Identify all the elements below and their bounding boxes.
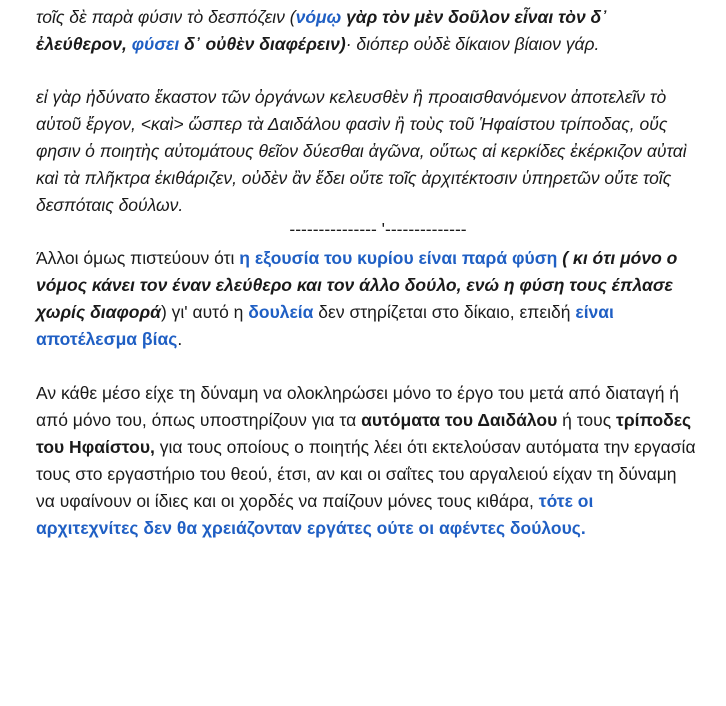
bold-phrase: τρίποδες του Ηφαίστου, [36, 410, 692, 457]
text-run: δεν στηρίζεται στο δίκαιο, επειδή [313, 302, 576, 322]
text-run: τοῖς δὲ παρὰ φύσιν τὸ δεσπόζειν ( [36, 7, 296, 27]
keyword-physei: φύσει [131, 34, 180, 54]
bold-phrase: αυτόματα του Δαιδάλου [361, 410, 558, 430]
emphasis-phrase: ( κι ότι μόνο ο νόμος κάνει τον έναν ελεύθερο και τον άλλο δούλο, ενώ η φύση τους έπλασε χωρίς διαφορά [36, 248, 678, 322]
modern-paragraph-1 [36, 245, 696, 353]
modern-paragraph-2 [36, 380, 696, 542]
text-run: Αν κάθε μέσο είχε τη δύναμη να ολοκληρώσει μόνο το έργο του μετά από διαταγή ή από μόνο του, όπως υποστηρίζουν για τα [36, 383, 680, 430]
text-run: ή τους [557, 410, 617, 430]
text-run: για τους οποίους ο ποιητής λέει ότι εκτελούσαν αυτόματα την εργασία τους στο εργαστήριο του θεού, έτσι, αν και οι σαΐτες του αργαλειού είχαν τη δύναμη να υφαίνουν οι ίδιες και οι χορδές να παίζουν μόνες τους κιθάρα, [36, 437, 696, 511]
highlight-phrase: δουλεία [248, 302, 314, 322]
highlight-phrase: τότε οι αρχιτεχνίτες δεν θα χρειάζονταν εργάτες ούτε οι αφέντες δούλους. [36, 491, 594, 538]
text-run: . [177, 329, 183, 349]
text-run: εἰ γὰρ ἠδύνατο ἕκαστον τῶν ὀργάνων κελευσθὲν ἢ προαισθανόμενον ἀποτελεῖν τὸ αὑτοῦ ἔργον, <καὶ> ὥσπερ τὰ Δαιδάλου φασὶν ἢ τοὺς τοῦ Ἡφαίστου τρίποδας, οὕς φησιν ὁ ποιητὴς αὐτομάτους θεῖον δύεσθαι ἀγῶνα, οὕτως αἱ κερκίδες ἐκέρκιζον αὐταὶ καὶ τὰ πλῆκτρα ἐκιθάριζεν, οὐδὲν ἂν ἔδει οὔτε τοῖς ἀρχιτέκτοσιν ὑπηρετῶν οὔτε τοῖς δεσπόταις δούλων. [36, 87, 687, 215]
ancient-paragraph-2 [36, 84, 696, 219]
text-run: δ᾽ οὐθὲν διαφέρειν) [179, 34, 346, 54]
keyword-nomo: νόμῳ [295, 7, 342, 27]
text-run: γὰρ τὸν μὲν δοῦλον εἶναι τὸν δ᾽ ἐλεύθερον, [36, 7, 608, 54]
separator-line: --------------- '-------------- [289, 219, 467, 239]
highlight-phrase: είναι αποτέλεσμα βίας [36, 302, 614, 349]
text-run: ) γι' αυτό η [160, 302, 249, 322]
text-run: Άλλοι όμως πιστεύουν ότι [36, 248, 240, 268]
text-run: · διόπερ οὐδὲ δίκαιον βίαιον γάρ. [345, 34, 600, 54]
ancient-paragraph-1 [36, 0, 696, 58]
highlight-phrase: η εξουσία του κυρίου είναι παρά φύση [239, 248, 558, 268]
